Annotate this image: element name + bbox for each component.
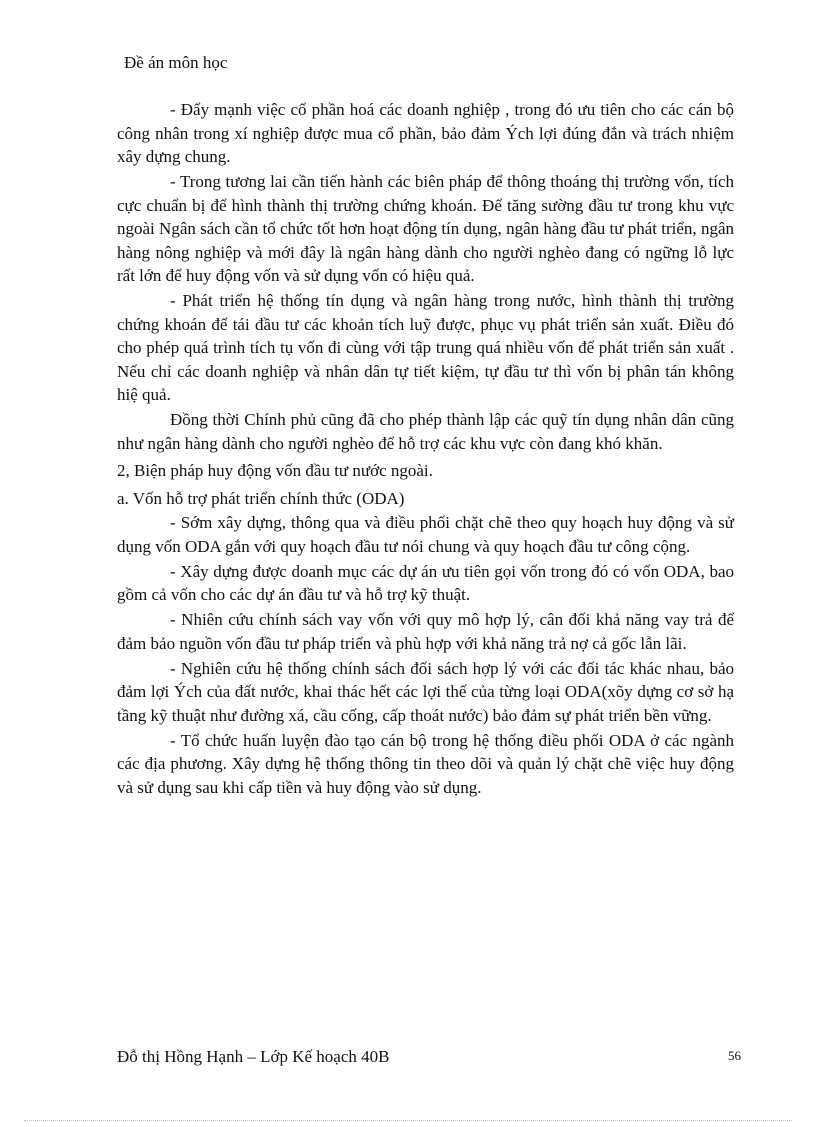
- paragraph-credit-system: - Phát triển hệ thống tín dụng và ngân hàng trong nước, hình thành thị trường chứng khoán để tái đầu tư các khoản tích luỹ được, phục vụ phát triển sản xuất. Điều đó cho phép quá trình tích tụ vốn đi cùng với tập trung quá nhiều vốn để phát triển sản xuất . Nếu chỉ các doanh nghiệp và nhân dân tự tiết kiệm, tự đầu tư thì vốn bị phân tán không hiệ quả.: [117, 291, 734, 404]
- paragraph-oda-planning: - Sớm xây dựng, thông qua và điều phối chặt chẽ theo quy hoạch huy động và sử dụng vốn ODA gắn với quy hoạch đầu tư nói chung và quy hoạch đầu tư công cộng.: [117, 513, 734, 556]
- footer-author: Đỗ thị Hồng Hạnh – Lớp Kế hoạch 40B: [117, 1047, 390, 1066]
- paragraph-oda-training: - Tổ chức huấn luyện đào tạo cán bộ trong hệ thống điều phối ODA ở các ngành các địa phương. Xây dựng hệ thống thông tin theo dõi và quản lý chặt chẽ việc huy động và sử dụng sau khi cấp tiền và huy động vào sử dụng.: [117, 730, 734, 797]
- paragraph-equitization: - Đẩy mạnh việc cổ phần hoá các doanh nghiệp , trong đó ưu tiên cho các cán bộ công nhân trong xí nghiệp được mua cổ phần, bảo đảm Ých lợi đúng đắn và trách nhiệm xây dựng chung.: [117, 100, 734, 166]
- paragraph-government-funds: Đồng thời Chính phủ cũng đã cho phép thành lập các quỹ tín dụng nhân dân cũng như ngân hàng dành cho người nghèo để hỗ trợ các khu vực còn đang khó khăn.: [117, 410, 734, 453]
- page-number: 56: [728, 1048, 741, 1063]
- paragraph-oda-borrowing: - Nhiên cứu chính sách vay vốn với quy mô hợp lý, cân đối khả năng vay trả để đảm bảo nguồn vốn đầu tư pháp triển và phù hợp với khả năng trả nợ cả gốc lẫn lãi.: [117, 610, 734, 653]
- section-heading: 2, Biện pháp huy động vốn đầu tư nước ngoài.: [117, 461, 433, 480]
- paragraph-oda-partners: - Nghiên cứu hệ thống chính sách đối sách hợp lý với các đối tác khác nhau, bảo đảm lợi Ých của đất nước, khai thác hết các lợi thế của từng loại ODA(xõy dựng cơ sở hạ tầng kỹ thuật như đường xá, cầu cống, cấp thoát nước) bảo đảm sự phát triển bền vững.: [117, 658, 734, 725]
- subsection-heading: a. Vốn hỗ trợ phát triển chính thức (ODA): [117, 488, 405, 508]
- page-header: Đề án môn học: [124, 53, 228, 72]
- page-bottom-divider: [24, 1120, 792, 1121]
- paragraph-oda-projects: - Xây dựng được doanh mục các dự án ưu tiên gọi vốn trong đó có vốn ODA, bao gồm cả vốn cho các dự án đầu tư và hỗ trợ kỹ thuật.: [117, 561, 734, 604]
- paragraph-capital-market: - Trong tương lai cần tiến hành các biên pháp để thông thoáng thị trường vốn, tích cực chuẩn bị để hình thành thị trường chứng khoán. Để tăng sường đầu tư trong khu vực ngoài Ngân sách cần tổ chức tốt hơn hoạt động tín dụng, ngân hàng đầu tư phát triển, ngân hàng nông nghiệp và mới đây là ngân hàng dành cho người nghèo đang có ngững lỗ lực rất lớn để huy động vốn và sử dụng vốn có hiệu quả.: [117, 172, 734, 285]
- document-body: [117, 98, 734, 801]
